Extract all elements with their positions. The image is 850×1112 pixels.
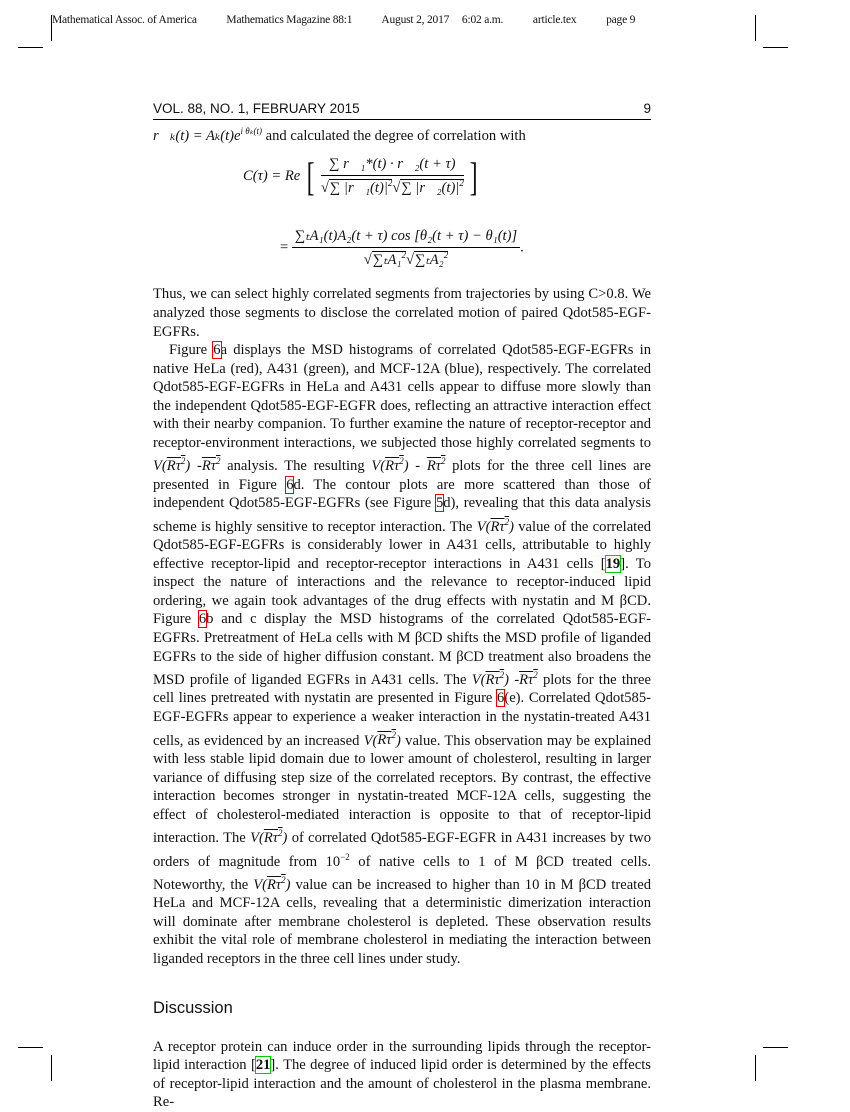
time: 6:02 a.m. bbox=[461, 14, 504, 26]
journal: Mathematics Magazine 88:1 bbox=[226, 14, 353, 26]
volume-info: VOL. 88, NO. 1, FEBRUARY 2015 bbox=[153, 101, 360, 116]
figure-ref[interactable]: 6 bbox=[286, 476, 294, 493]
page-number: 9 bbox=[643, 101, 651, 116]
math-v-r: $V(R\tau^2)$ bbox=[363, 730, 401, 749]
left-bracket: [ bbox=[306, 154, 315, 200]
crop-mark bbox=[755, 15, 756, 41]
section-heading: Discussion bbox=[153, 998, 233, 1017]
paragraph-2: Figure 6a displays the MSD histograms of correlated Qdot585-EGF-EGFRs in native HeLa (red), A431 (green), and MCF-12A (blue), respectively. The correlated Qdot585-EGF-EGFRs in HeLa and A431 cells appear to diffuse more slowly than the independent Qdot585-EGF-EGFR does, reflecting an attractive interaction effect with their nearby companion. To further examine the nature of receptor-receptor and receptor-environment interactions, we subjected those highly correlated segments to $V(R\tau^2)$ $-R\tau^2$ analysis. The resulting $V(R\tau^2) - R\tau^2$ plots for the three cell lines are presented in Figure 6d. The contour plots are more scattered than those of independent Qdot585-EGF-EGFRs (see Figure 5d), revealing that this data analysis scheme is highly sensitive to receptor interaction. The $V(R\tau^2)$ value of the correlated Qdot585-EGF-EGFRs is considerably lower in A431 cells, attributable to highly effective receptor-lipid and receptor-receptor interactions in A431 cells [19]. To inspect the nature of interactions and the relevance to receptor-induced lipid ordering, we again took advantages of the drug effects with nystatin and M βCD. Figure 6b and c display the MSD histograms of the correlated Qdot585-EGF-EGFRs. Pretreatment of HeLa cells with M βCD shifts the MSD profile of liganded EGFRs to the side of higher diffusion constant. M βCD treatment also broadens the MSD profile of liganded EGFRs in A431 cells. The $V(R\tau^2)$ $-R\tau^2$ plots for the three cell lines pretreated with nystatin are presented in Figure 6(e). Correlated Qdot585-EGF-EGFRs appear to experience a weaker interaction in the nystatin-treated A431 cells, as evidenced by an increased $V(R\tau^2)$ value. This observation may be explained with less stable lipid domain due to lower amount of cholesterol, resulting in larger variance of diffusing step size of the correlated receptors. By contrast, the effective interaction becomes stronger in nystatin-treated MCF-12A cells, suggesting the effect of cholesterol-mediated interaction is opposite to that of receptor-lipid interaction. The $V(R\tau^2)$ of correlated Qdot585-EGF-EGFR in A431 increases by two orders of magnitude from $10^{-2}$ of native cells to 1 of M βCD treated cells. Noteworthy, the $V(R\tau^2)$ value can be increased to higher than 10 in M βCD treated HeLa and MCF-12A cells, revealing that a deterministic dimerization interaction will dominate after membrane cholesterol is depleted. These observation results exhibit the vital role of membrane cholesterol in mediating the interaction between liganded receptors in the three cell lines under study. bbox=[153, 342, 651, 968]
figure-ref[interactable]: 6 bbox=[497, 690, 505, 707]
frac2-num: ∑ₜA₁(t)A₂(t + τ) cos [θ₂(t + τ) − θ₁(t)] bbox=[292, 227, 520, 248]
crop-mark bbox=[763, 1047, 788, 1048]
eq-equals: = bbox=[280, 239, 289, 256]
publisher: Mathematical Assoc. of America bbox=[52, 14, 197, 26]
crop-mark bbox=[51, 1055, 52, 1081]
date: August 2, 2017 bbox=[381, 14, 450, 26]
eq-lhs: C(τ) = Re bbox=[243, 168, 301, 185]
paragraph-1: Thus, we can select highly correlated segments from trajectories by using C>0.8. We analyzed those segments to disclose the correlated motion of paired Qdot585-EGF-EGFRs. bbox=[153, 286, 651, 340]
page-body bbox=[153, 100, 651, 1112]
fraction-1 bbox=[321, 156, 464, 197]
page-header bbox=[153, 100, 651, 120]
math-v-r: $V(R\tau^2)$ bbox=[153, 456, 191, 475]
discussion-paragraph: A receptor protein can induce order in the surrounding lipids through the receptor-lipid interaction [21]. The degree of induced lipid order is determined by the effects of receptor-lipid interaction and the amount of cholesterol in the plasma membrane. Re- bbox=[153, 1038, 651, 1111]
eq-period: . bbox=[520, 239, 524, 256]
intro-math: r⃗ₖ(t) = Aₖ(t)e bbox=[153, 127, 241, 144]
crop-mark bbox=[18, 1047, 43, 1048]
intro-exp: i θₖ(t) bbox=[240, 126, 262, 136]
math-v-r: $V(R\tau^2)$ bbox=[250, 828, 288, 847]
citation-link[interactable]: 19 bbox=[605, 555, 621, 572]
equation bbox=[153, 145, 651, 285]
intro-text: and calculated the degree of correlation with bbox=[262, 127, 526, 144]
figure-ref[interactable]: 6 bbox=[213, 342, 221, 359]
math-r: $R\tau^2$ bbox=[201, 456, 221, 475]
math-v-r: $V(R\tau^2)$ bbox=[476, 516, 514, 535]
math-r: $R\tau^2$ bbox=[519, 670, 538, 688]
frac1-den: √∑ $|r⃗_1(t)|^2√\sum$ $|r⃗_2(t)|^2$ bbox=[320, 178, 464, 197]
math-r: $R\tau^2$ bbox=[426, 456, 446, 475]
file: article.tex bbox=[532, 14, 577, 26]
math-v-r: $V(R\tau^2)$ bbox=[253, 874, 291, 893]
fraction-2 bbox=[292, 227, 520, 269]
intro-line bbox=[153, 122, 651, 145]
running-head bbox=[52, 14, 662, 26]
page: page 9 bbox=[606, 14, 636, 26]
crop-mark bbox=[755, 1055, 756, 1081]
figure-ref[interactable]: 5 bbox=[435, 495, 444, 512]
right-bracket: ] bbox=[470, 154, 479, 200]
crop-mark bbox=[763, 47, 788, 48]
frac2-den: √∑ₜA₁$^2$√∑ₜA₂$^2$ bbox=[363, 250, 449, 269]
crop-mark bbox=[18, 47, 43, 48]
frac1-num: ∑ r⃗₁*(t) · r⃗₂(t + τ) bbox=[321, 156, 464, 176]
math-v-r: $V(R\tau^2)$ bbox=[371, 456, 409, 475]
figure-ref[interactable]: 6 bbox=[198, 611, 207, 628]
math-v-r: $V(R\tau^2)$ bbox=[471, 670, 509, 688]
citation-link[interactable]: 21 bbox=[255, 1057, 271, 1074]
